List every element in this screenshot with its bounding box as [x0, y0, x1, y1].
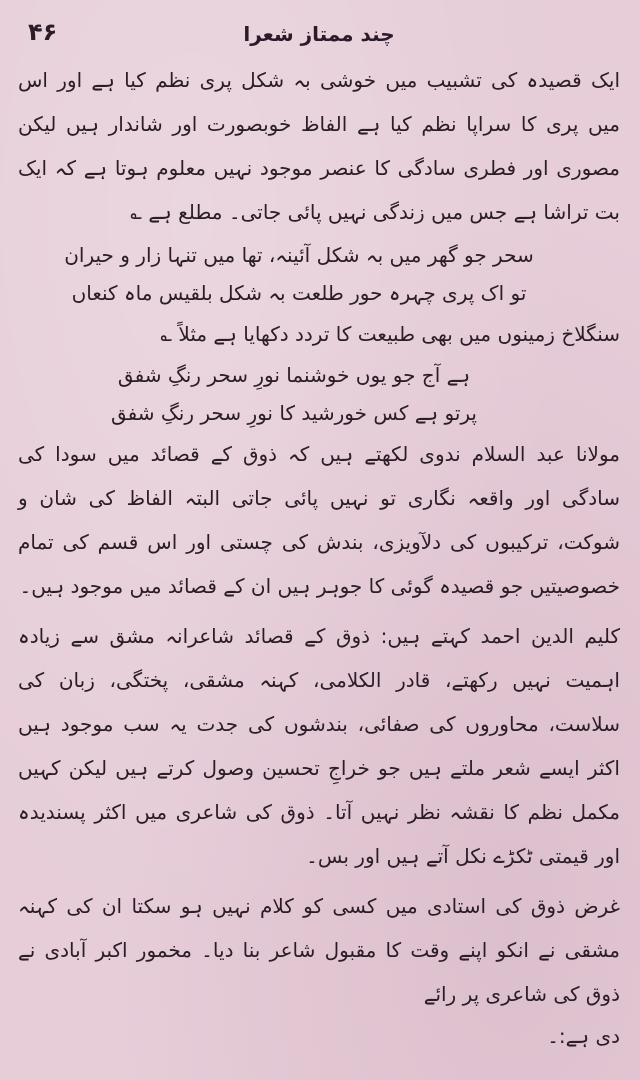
verse-couplet-1	[18, 236, 620, 312]
paragraph-2: سنگلاخ زمینوں میں بھی طبیعت کا تردد دکھایا ہے مثلاً ؎	[160, 322, 620, 346]
paragraph-1: ایک قصیدہ کی تشبیب میں خوشی بہ شکل پری نظم کیا ہے اور اس میں پری کا سراپا نظم کیا ہے الفاظ خوبصورت اور شاندار ہیں لیکن مصوری اور فطری سادگی کا عنصر موجود نہیں معلوم ہوتا ہے کہ ایک بت تراشا ہے جس میں زندگی نہیں پائی جاتی۔ مطلع ہے ؎	[18, 68, 620, 224]
paragraph-3: مولانا عبد السلام ندوی لکھتے ہیں کہ ذوق کے قصائد میں سودا کی سادگی اور واقعہ نگاری تو نہیں پائی جاتی البتہ الفاظ کی شان و شوکت، ترکیبوں کی دلآویزی، بندش کی چستی اور اس قسم کی تمام خصوصیتیں جو قصیدہ گوئی کا جوہر ہیں ان کے قصائد میں موجود ہیں۔	[18, 442, 620, 598]
verse-couplet-2	[18, 356, 620, 432]
paragraph-5: غرض ذوق کی استادی میں کسی کو کلام نہیں ہو سکتا ان کی کہنہ مشقی نے انکو اپنے وقت کا مقبول شاعر بنا دیا۔ مخمور اکبر آبادی نے ذوق کی شاعری پر رائے	[18, 894, 620, 1006]
page-header	[18, 18, 620, 58]
paragraph-5-end: دی ہے:۔	[547, 1024, 620, 1048]
page-number: ۴۶	[28, 18, 58, 46]
verse-line: سحر جو گھر میں بہ شکل آئینہ، تھا میں تنہا زار و حیران	[64, 243, 534, 267]
body-text	[18, 58, 620, 1056]
verse-line: پرتو ہے کس خورشید کا نورِ سحر رنگِ شفق	[110, 401, 477, 425]
running-title: چند ممتاز شعرا	[243, 22, 395, 46]
verse-line: تو اک پری چہرہ حور طلعت بہ شکل بلقیس ماہ کنعاں	[71, 281, 527, 305]
paragraph-4: کلیم الدین احمد کہتے ہیں: ذوق کے قصائد شاعرانہ مشق سے زیادہ اہمیت نہیں رکھتے، قادر الکلامی، کہنہ مشقی، پختگی، زبان کی سلاست، محاوروں کی صفائی، بندشوں کی جدت یہ سب موجود ہیں اکثر ایسے شعر ملتے ہیں جو خراجِ تحسین وصول کرتے ہیں لیکن کہیں مکمل نظم کا نقشہ نظر نہیں آتا۔ ذوق کی شاعری میں اکثر پسندیدہ اور قیمتی ٹکڑے نکل آتے ہیں اور بس۔	[18, 624, 620, 868]
verse-line: ہے آج جو یوں خوشنما نورِ سحر رنگِ شفق	[117, 363, 471, 387]
